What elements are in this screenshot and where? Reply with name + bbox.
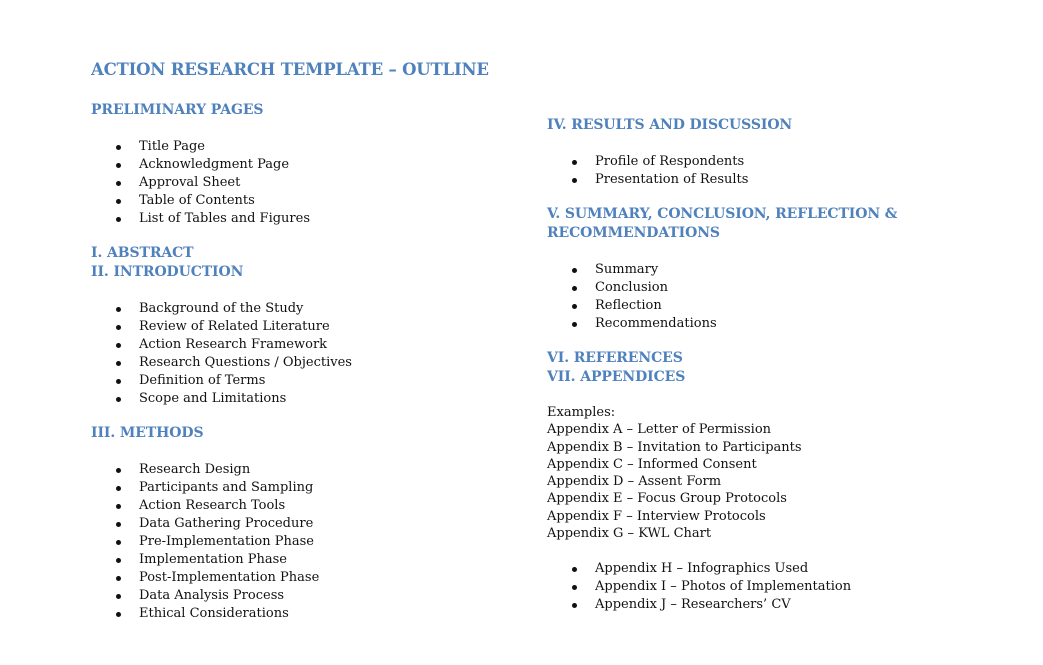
appendix-line: Appendix F – Interview Protocols bbox=[547, 508, 766, 524]
list-item: Profile of Respondents bbox=[547, 153, 748, 171]
results-list bbox=[547, 153, 748, 189]
list-item: Reflection bbox=[547, 297, 717, 315]
list-item: Title Page bbox=[91, 138, 310, 156]
examples-label: Examples: bbox=[547, 405, 616, 420]
list-item: Appendix J – Researchers’ CV bbox=[547, 596, 851, 614]
methods-list bbox=[91, 461, 319, 623]
heading-results-and-discussion: IV. RESULTS AND DISCUSSION bbox=[547, 117, 793, 133]
list-item: Appendix H – Infographics Used bbox=[547, 560, 851, 578]
list-item: Research Design bbox=[91, 461, 319, 479]
appendix-line: Appendix B – Invitation to Participants bbox=[547, 439, 802, 455]
list-item: Ethical Considerations bbox=[91, 605, 319, 623]
list-item: Implementation Phase bbox=[91, 551, 319, 569]
list-item: Data Analysis Process bbox=[91, 587, 319, 605]
heading-abstract: I. ABSTRACT bbox=[91, 245, 194, 261]
list-item: Post-Implementation Phase bbox=[91, 569, 319, 587]
appendix-line: Appendix E – Focus Group Protocols bbox=[547, 491, 787, 507]
list-item: Definition of Terms bbox=[91, 372, 352, 390]
list-item: Approval Sheet bbox=[91, 174, 310, 192]
list-item: Appendix I – Photos of Implementation bbox=[547, 578, 851, 596]
heading-summary-line1: V. SUMMARY, CONCLUSION, REFLECTION & bbox=[547, 206, 898, 222]
appendix-line: Appendix D – Assent Form bbox=[547, 474, 722, 490]
summary-list bbox=[547, 261, 717, 333]
appendices-list bbox=[547, 560, 851, 614]
preliminary-pages-list bbox=[91, 138, 310, 228]
heading-introduction: II. INTRODUCTION bbox=[91, 264, 244, 280]
introduction-list bbox=[91, 300, 352, 408]
list-item: Conclusion bbox=[547, 279, 717, 297]
heading-references: VI. REFERENCES bbox=[547, 350, 683, 366]
heading-preliminary-pages: PRELIMINARY PAGES bbox=[91, 102, 264, 118]
list-item: Research Questions / Objectives bbox=[91, 354, 352, 372]
list-item: Data Gathering Procedure bbox=[91, 515, 319, 533]
heading-summary-line2: RECOMMENDATIONS bbox=[547, 225, 720, 241]
appendix-line: Appendix G – KWL Chart bbox=[547, 526, 712, 542]
appendix-line: Appendix A – Letter of Permission bbox=[547, 422, 772, 438]
list-item: Pre-Implementation Phase bbox=[91, 533, 319, 551]
list-item: Scope and Limitations bbox=[91, 390, 352, 408]
list-item: Background of the Study bbox=[91, 300, 352, 318]
list-item: Table of Contents bbox=[91, 192, 310, 210]
list-item: Action Research Framework bbox=[91, 336, 352, 354]
list-item: Recommendations bbox=[547, 315, 717, 333]
list-item: Action Research Tools bbox=[91, 497, 319, 515]
appendix-line: Appendix C – Informed Consent bbox=[547, 456, 757, 472]
list-item: Participants and Sampling bbox=[91, 479, 319, 497]
list-item: Summary bbox=[547, 261, 717, 279]
document-title: ACTION RESEARCH TEMPLATE – OUTLINE bbox=[91, 60, 489, 79]
appendices-examples bbox=[547, 404, 802, 542]
list-item: Acknowledgment Page bbox=[91, 156, 310, 174]
heading-appendices: VII. APPENDICES bbox=[547, 369, 686, 385]
list-item: List of Tables and Figures bbox=[91, 210, 310, 228]
list-item: Presentation of Results bbox=[547, 171, 748, 189]
list-item: Review of Related Literature bbox=[91, 318, 352, 336]
heading-methods: III. METHODS bbox=[91, 425, 204, 441]
